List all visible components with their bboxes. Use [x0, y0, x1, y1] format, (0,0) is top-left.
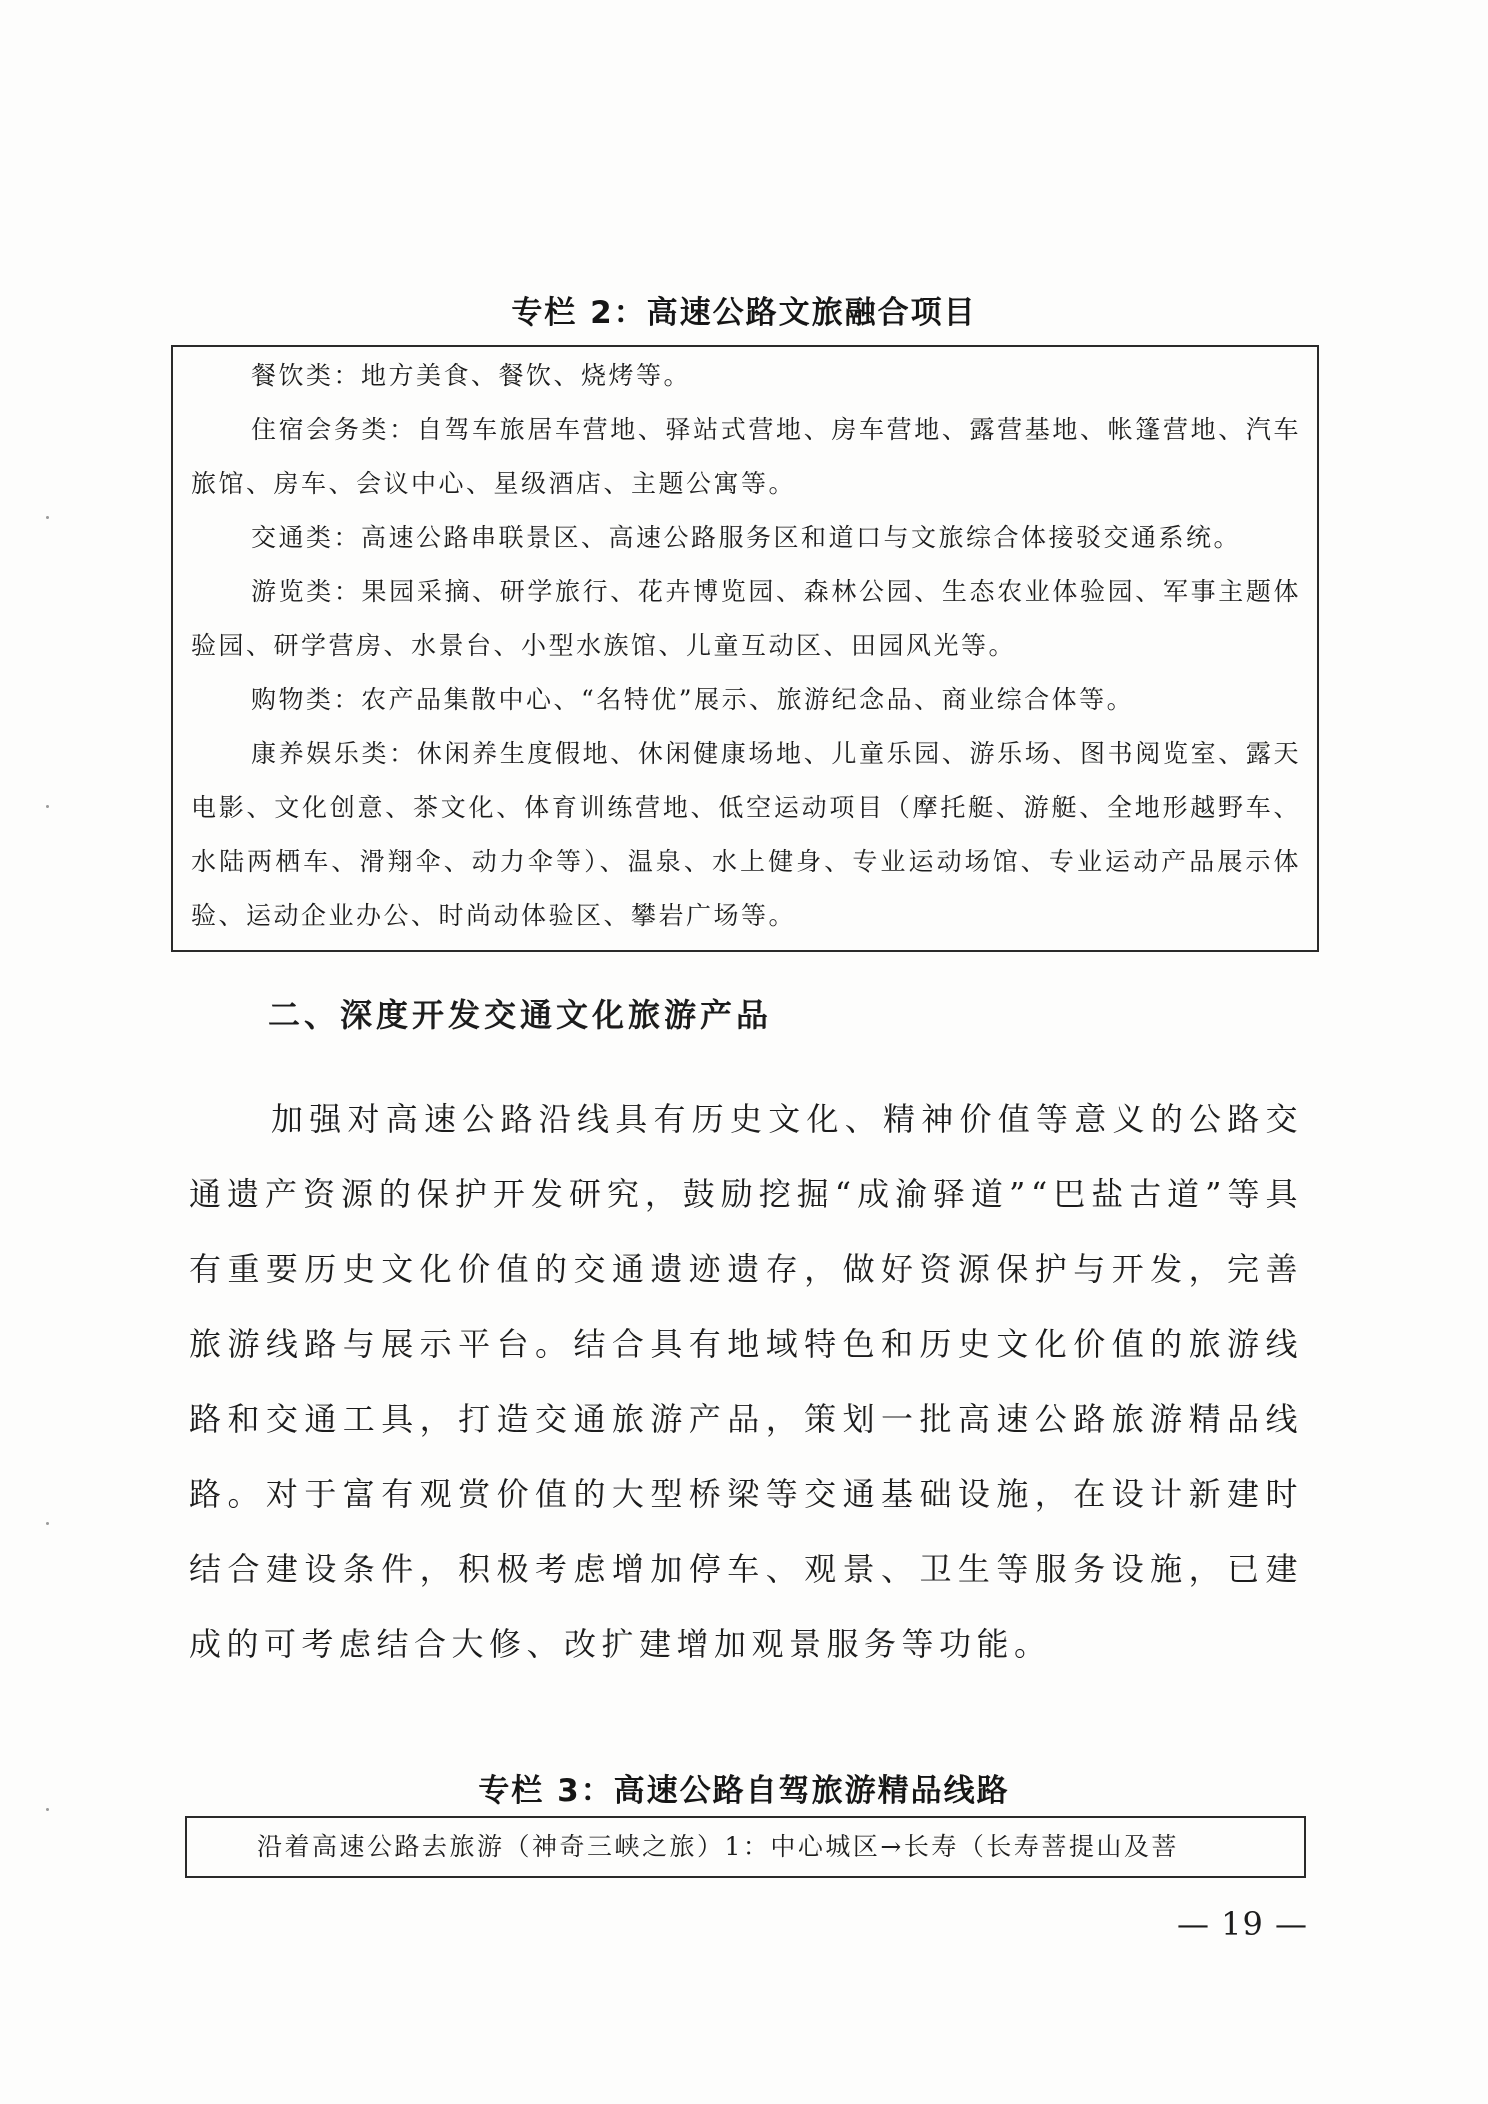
- box2-title: 专栏 2：高速公路文旅融合项目: [511, 295, 977, 331]
- body-paragraph: 加强对高速公路沿线具有历史文化、精神价值等意义的公路交通遗产资源的保护开发研究，鼓励挖掘“成渝驿道”“巴盐古道”等具有重要历史文化价值的交通遗迹遗存，做好资源保护与开发，完善旅游线路与展示平台。结合具有地域特色和历史文化价值的旅游线路和交通工具，打造交通旅游产品，策划一批高速公路旅游精品线路。对于富有观赏价值的大型桥梁等交通基础设施，在设计新建时结合建设条件，积极考虑增加停车、观景、卫生等服务设施，已建成的可考虑结合大修、改扩建增加观景服务等功能。: [189, 1100, 1303, 1663]
- box2-item-label: 康养娱乐类：: [251, 739, 417, 768]
- box2-item-catering: [191, 349, 1301, 403]
- scan-speck: [46, 516, 49, 519]
- box3-text: 沿着高速公路去旅游（神奇三峡之旅）1：中心城区→长寿（长寿菩提山及菩: [257, 1832, 1179, 1861]
- box2-item-text: 休闲养生度假地、休闲健康场地、儿童乐园、游乐场、图书阅览室、露天电影、文化创意、茶文化、体育训练营地、低空运动项目（摩托艇、游艇、全地形越野车、水陆两栖车、滑翔伞、动力伞等）、温泉、水上健身、专业运动场馆、专业运动产品展示体验、运动企业办公、时尚动体验区、攀岩广场等。: [191, 739, 1301, 930]
- box3-frame: [185, 1816, 1306, 1878]
- scan-speck: [46, 1522, 49, 1525]
- box2-item-lodging: [191, 403, 1301, 511]
- box2-frame: [171, 345, 1319, 952]
- scan-speck: [46, 805, 49, 808]
- box3-title: 专栏 3：高速公路自驾旅游精品线路: [478, 1773, 1010, 1809]
- box2-item-label: 住宿会务类：: [251, 415, 417, 444]
- box2-item-text: 果园采摘、研学旅行、花卉博览园、森林公园、生态农业体验园、军事主题体验园、研学营房、水景台、小型水族馆、儿童互动区、田园风光等。: [191, 577, 1301, 660]
- page-number: — 19 —: [1176, 1905, 1308, 1943]
- box2-item-label: 交通类：: [251, 523, 362, 552]
- box2-item-text: 自驾车旅居车营地、驿站式营地、房车营地、露营基地、帐篷营地、汽车旅馆、房车、会议中心、星级酒店、主题公寓等。: [191, 415, 1301, 498]
- section-heading: 二、深度开发交通文化旅游产品: [268, 996, 773, 1034]
- box2-item-shopping: [191, 673, 1301, 727]
- box2-item-transport: [191, 511, 1301, 565]
- box2-item-label: 购物类：: [251, 685, 362, 714]
- box2-item-text: 高速公路串联景区、高速公路服务区和道口与文旅综合体接驳交通系统。: [361, 523, 1242, 552]
- box2-item-label: 游览类：: [251, 577, 362, 606]
- box2-item-label: 餐饮类：: [251, 361, 362, 390]
- box2-item-sightseeing: [191, 565, 1301, 673]
- box2-item-text: 农产品集散中心、“名特优”展示、旅游纪念品、商业综合体等。: [361, 685, 1135, 714]
- box2-item-wellness: [191, 727, 1301, 943]
- box2-item-text: 地方美食、餐饮、烧烤等。: [361, 361, 692, 390]
